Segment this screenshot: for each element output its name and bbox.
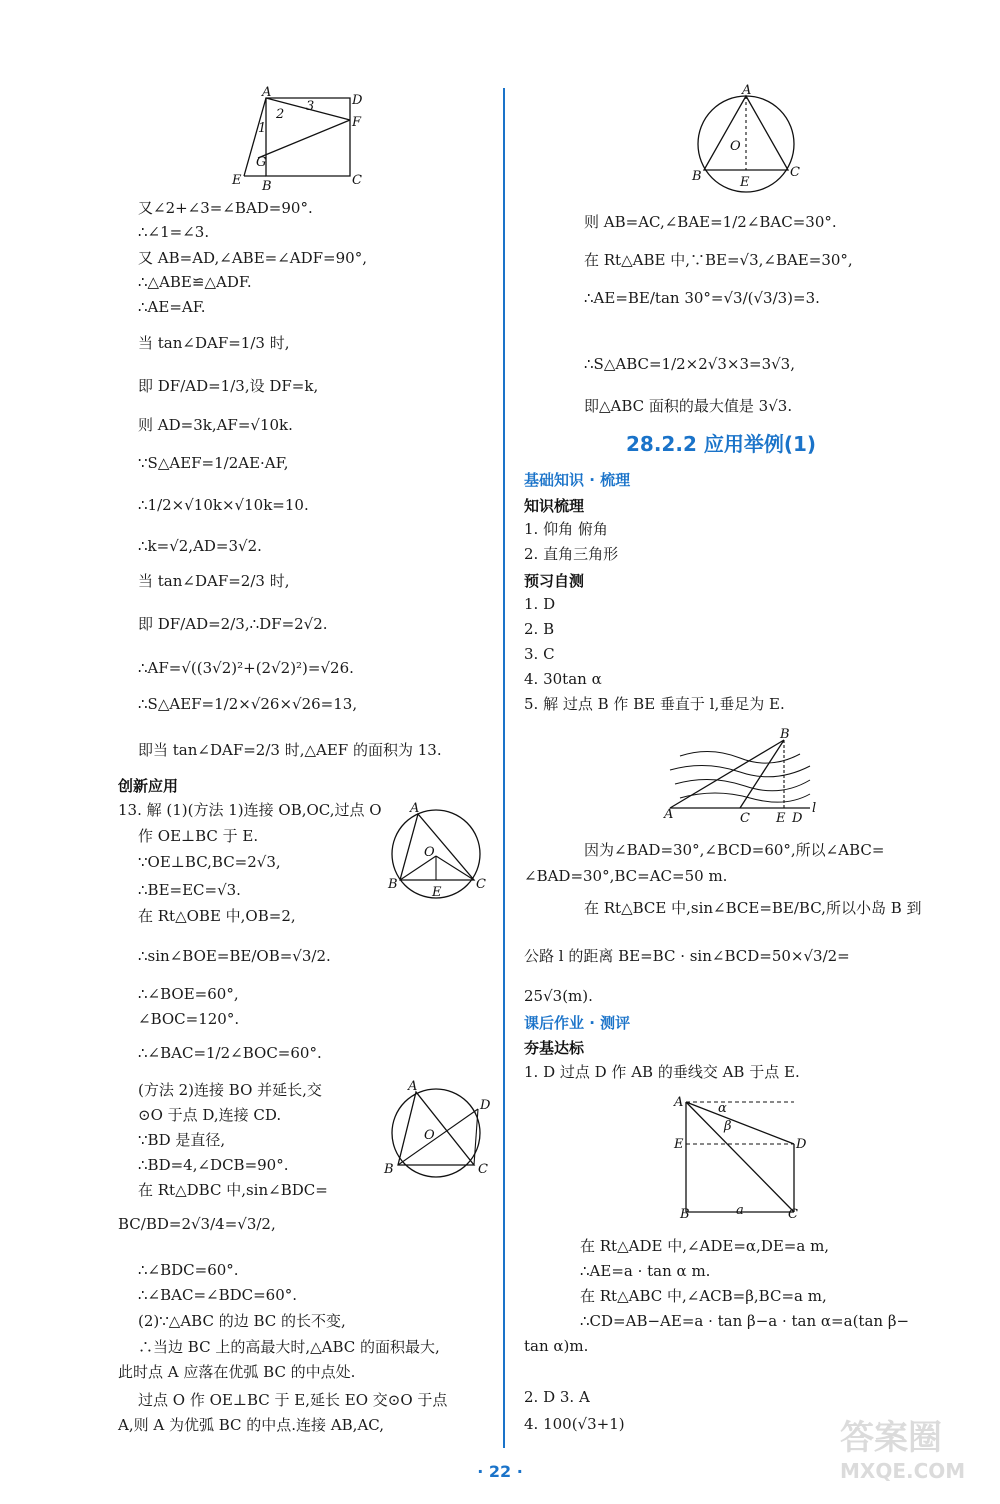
q13-lines-line: 过点 O 作 OE⊥BC 于 E,延长 EO 交⊙O 于点 [138, 1391, 448, 1409]
hw-line: 2. D 3. A [524, 1388, 590, 1406]
hw-line: ∴CD=AB−AE=a · tan β−a · tan α=a(tan β− [580, 1312, 910, 1330]
heading-after-class: 课后作业 · 测评 [524, 1014, 631, 1032]
svg-text:2: 2 [276, 107, 285, 122]
left-lines-line: ∴S△AEF=1/2×√26×√26=13, [138, 695, 358, 713]
heading-knowledge: 知识梳理 [524, 497, 585, 515]
q13-lines-line: (2)∵△ABC 的边 BC 的长不变, [138, 1312, 346, 1330]
left-lines-line: ∴1/2×√10k×√10k=10. [138, 496, 309, 514]
left-lines-line: 又∠2+∠3=∠BAD=90°. [138, 199, 313, 217]
q13-lines-line: ∴∠BOE=60°, [138, 985, 239, 1003]
q5-line: 因为∠BAD=30°,∠BCD=60°,所以∠ABC= [584, 841, 885, 859]
svg-text:B: B [692, 169, 702, 184]
right-top-line: 在 Rt△ABE 中,∵BE=√3,∠BAE=30°, [584, 251, 853, 269]
preview-line: 3. C [524, 645, 555, 663]
heading-preview: 预习自测 [524, 572, 585, 590]
figure-circle-method1 [380, 800, 496, 900]
left-lines-line: 当 tan∠DAF=1/3 时, [138, 334, 290, 352]
knowledge-line: 1. 仰角 俯角 [524, 520, 608, 538]
hw-line: 4. 100(√3+1) [524, 1415, 625, 1433]
svg-text:E: E [740, 175, 750, 190]
svg-text:B: B [388, 877, 398, 892]
svg-text:C: C [476, 877, 486, 892]
q13-lines-line: ∴BD=4,∠DCB=90°. [138, 1156, 289, 1174]
svg-text:B: B [780, 727, 790, 742]
q13-lines-line: ⊙O 于点 D,连接 CD. [138, 1106, 282, 1124]
svg-text:O: O [424, 1128, 435, 1143]
q13-lines-line: BC/BD=2√3/4=√3/2, [118, 1215, 276, 1233]
q13-lines-line: 此时点 A 应落在优弧 BC 的中点处. [118, 1363, 356, 1381]
svg-text:D: D [792, 811, 803, 826]
heading-base: 夯基达标 [524, 1039, 585, 1057]
q5-line: 在 Rt△BCE 中,sin∠BCE=BE/BC,所以小岛 B 到 [584, 899, 922, 917]
preview-line: 2. B [524, 620, 555, 638]
section-title: 28.2.2 应用举例(1) [626, 432, 817, 456]
svg-text:A: A [664, 807, 674, 822]
svg-text:C: C [790, 165, 800, 180]
heading-basic: 基础知识 · 梳理 [524, 471, 631, 489]
svg-text:A: A [408, 1079, 418, 1094]
hw-line: 1. D 过点 D 作 AB 的垂线交 AB 于点 E. [524, 1063, 800, 1081]
svg-text:D: D [480, 1098, 491, 1113]
right-top-line: ∴S△ABC=1/2×2√3×3=3√3, [584, 355, 795, 373]
left-lines-line: 即当 tan∠DAF=2/3 时,△AEF 的面积为 13. [138, 741, 442, 759]
svg-text:C: C [352, 173, 362, 188]
knowledge-line: 2. 直角三角形 [524, 545, 619, 563]
svg-text:3: 3 [306, 99, 315, 114]
q13-lines-line: ∴sin∠BOE=BE/OB=√3/2. [138, 947, 331, 965]
hw-line: 在 Rt△ABC 中,∠ACB=β,BC=a m, [580, 1287, 827, 1305]
preview-line: 4. 30tan α [524, 670, 602, 688]
svg-text:G: G [256, 155, 267, 170]
left-lines-line: ∴AF=√((3√2)²+(2√2)²)=√26. [138, 659, 354, 677]
svg-text:B: B [680, 1207, 690, 1220]
q5-line: 25√3(m). [524, 987, 593, 1005]
svg-text:a: a [736, 1203, 744, 1218]
svg-text:α: α [718, 1101, 727, 1116]
svg-text:C: C [788, 1207, 798, 1220]
svg-text:O: O [424, 845, 435, 860]
left-lines-line: ∴△ABE≌△ADF. [138, 273, 252, 291]
svg-text:E: E [232, 173, 242, 188]
q13-lines-line: ∴当边 BC 上的高最大时,△ABC 的面积最大, [138, 1338, 440, 1356]
q13-lines-line: ∵OE⊥BC,BC=2√3, [138, 853, 281, 871]
svg-text:B: B [262, 179, 272, 194]
q13-lines-line: ∠BOC=120°. [138, 1010, 240, 1028]
svg-text:β: β [724, 1119, 732, 1134]
q13-lines-line: 13. 解 (1)(方法 1)连接 OB,OC,过点 O [118, 801, 382, 819]
svg-text:F: F [352, 115, 362, 130]
svg-text:B: B [384, 1162, 394, 1177]
right-top-line: ∴AE=BE/tan 30°=√3/(√3/3)=3. [584, 289, 820, 307]
q13-lines-line: ∴BE=EC=√3. [138, 881, 241, 899]
figure-square-abcd [228, 86, 368, 196]
svg-text:C: C [478, 1162, 488, 1177]
figure-circle-triangle [686, 84, 816, 194]
figure-building [670, 1090, 810, 1220]
left-lines-line: 当 tan∠DAF=2/3 时, [138, 572, 290, 590]
svg-text:1: 1 [258, 121, 267, 136]
q13-lines-line: ∴∠BAC=1/2∠BOC=60°. [138, 1044, 322, 1062]
left-lines-line: 则 AD=3k,AF=√10k. [138, 416, 293, 434]
left-lines-line: 即 DF/AD=2/3,∴DF=2√2. [138, 615, 328, 633]
svg-text:E: E [674, 1137, 684, 1152]
svg-text:E: E [776, 811, 786, 826]
q13-lines-line: ∵BD 是直径, [138, 1131, 226, 1149]
left-lines-line: ∵S△AEF=1/2AE·AF, [138, 454, 289, 472]
svg-text:A: A [674, 1095, 684, 1110]
left-lines-line: 即 DF/AD=1/3,设 DF=k, [138, 377, 319, 395]
q13-lines-line: 在 Rt△DBC 中,sin∠BDC= [138, 1181, 328, 1199]
figure-circle-method2 [380, 1077, 496, 1182]
preview-line: 5. 解 过点 B 作 BE 垂直于 l,垂足为 E. [524, 695, 785, 713]
q13-lines-line: ∴∠BDC=60°. [138, 1261, 239, 1279]
hw-line: tan α)m. [524, 1337, 589, 1355]
svg-text:A: A [410, 801, 420, 816]
q5-line: 公路 l 的距离 BE=BC · sin∠BCD=50×√3/2= [524, 947, 850, 965]
q13-lines-line: 作 OE⊥BC 于 E. [138, 827, 259, 845]
page-number: · 22 · [477, 1462, 523, 1481]
watermark: 答案圈 MXQE.COM [840, 1418, 966, 1483]
preview-line: 1. D [524, 595, 556, 613]
q13-lines-line: A,则 A 为优弧 BC 的中点.连接 AB,AC, [118, 1416, 384, 1434]
q13-lines-line: ∴∠BAC=∠BDC=60°. [138, 1286, 298, 1304]
column-divider [503, 88, 505, 1448]
svg-text:E: E [432, 885, 442, 900]
svg-text:C: C [740, 811, 750, 826]
section-innovation: 创新应用 [118, 777, 179, 795]
q13-lines-line: 在 Rt△OBE 中,OB=2, [138, 907, 296, 925]
left-lines-line: ∴AE=AF. [138, 298, 206, 316]
svg-text:O: O [730, 139, 741, 154]
svg-text:A: A [262, 86, 272, 100]
svg-text:D: D [796, 1137, 807, 1152]
q5-line: ∠BAD=30°,BC=AC=50 m. [524, 867, 728, 885]
right-top-line: 则 AB=AC,∠BAE=1/2∠BAC=30°. [584, 213, 837, 231]
hw-line: ∴AE=a · tan α m. [580, 1262, 711, 1280]
right-top-line: 即△ABC 面积的最大值是 3√3. [584, 397, 793, 415]
left-lines-line: ∴k=√2,AD=3√2. [138, 537, 262, 555]
left-lines-line: ∴∠1=∠3. [138, 223, 210, 241]
figure-island [660, 726, 830, 826]
left-lines-line: 又 AB=AD,∠ABE=∠ADF=90°, [138, 249, 367, 267]
q13-lines-line: (方法 2)连接 BO 并延长,交 [138, 1081, 322, 1099]
svg-text:D: D [352, 93, 363, 108]
svg-text:A: A [742, 84, 752, 98]
svg-text:l: l [812, 801, 817, 816]
hw-line: 在 Rt△ADE 中,∠ADE=α,DE=a m, [580, 1237, 830, 1255]
